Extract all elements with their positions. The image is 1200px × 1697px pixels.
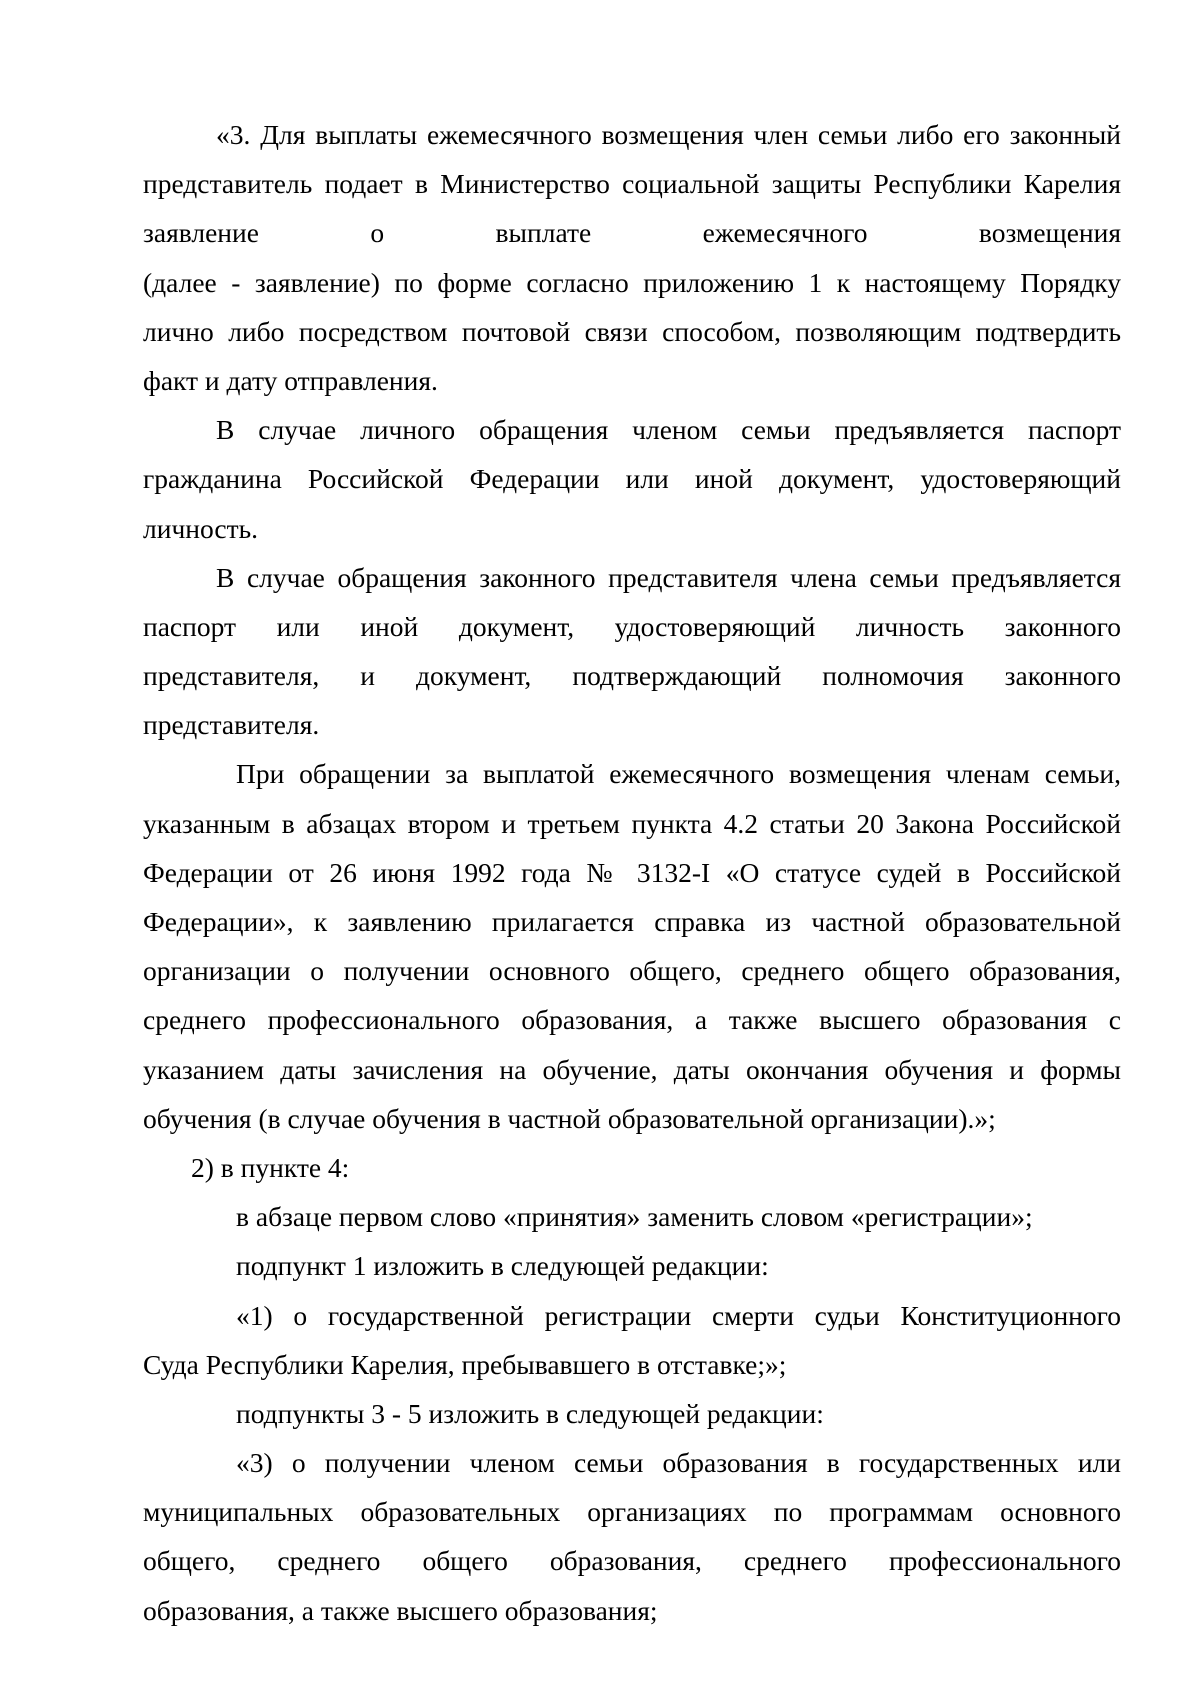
text-line: «1) о государственной регистрации смерти судьи Конституционного [236,1299,1121,1331]
text-line: подпункты 3 - 5 изложить в следующей редакции: [236,1397,824,1429]
text-line: «3. Для выплаты ежемесячного возмещения член семьи либо его законный [216,119,1121,150]
text-line: указанным в абзацах втором и третьем пункта 4.2 статьи 20 Закона Российской [143,807,1121,839]
text-line: гражданина Российской Федерации или иной документ, удостоверяющий [143,463,1121,495]
text-line: представителя. [143,709,320,741]
text-line: Федерации», к заявлению прилагается справка из частной образовательной [143,906,1121,937]
text-line: общего, среднего общего образования, среднего профессионального [143,1545,1121,1577]
text-line: организации о получении основного общего, среднего общего образования, [143,955,1121,987]
text-line: образования, а также высшего образования; [143,1594,658,1626]
text-line: лично либо посредством почтовой связи способом, позволяющим подтвердить [143,315,1121,347]
text-line: При обращении за выплатой ежемесячного возмещения членам семьи, [236,758,1121,790]
text-line: паспорт или иной документ, удостоверяющий личность законного [143,610,1121,642]
text-line: 2) в пункте 4: [191,1151,350,1183]
text-line: заявление о выплате ежемесячного возмещения [143,217,1121,249]
text-line: в абзаце первом слово «принятия» заменить словом «регистрации»; [236,1201,1033,1233]
text-line: (далее - заявление) по форме согласно приложению 1 к настоящему Порядку [143,266,1121,298]
text-line: факт и дату отправления. [143,364,438,396]
text-line: В случае обращения законного представителя члена семьи предъявляется [216,561,1121,593]
text-line: Федерации от 26 июня 1992 года № 3132-I «О статусе судей в Российской [143,856,1121,888]
text-line: обучения (в случае обучения в частной образовательной организации).»; [143,1102,996,1134]
text-line: «3) о получении членом семьи образования в государственных или [236,1447,1121,1479]
text-line: В случае личного обращения членом семьи предъявляется паспорт [216,414,1121,446]
text-line: муниципальных образовательных организациях по программам основного [143,1496,1121,1528]
text-line: представителя, и документ, подтверждающий полномочия законного [143,660,1121,692]
text-line: представитель подает в Министерство социальной защиты Республики Карелия [143,168,1121,200]
text-line: указанием даты зачисления на обучение, даты окончания обучения и формы [143,1053,1121,1085]
text-line: Суда Республики Карелия, пребывавшего в отставке;»; [143,1348,787,1380]
text-line: подпункт 1 изложить в следующей редакции: [236,1250,769,1282]
text-line: личность. [143,512,259,544]
document-body [143,110,1121,1635]
text-line: среднего профессионального образования, а также высшего образования с [143,1004,1121,1036]
